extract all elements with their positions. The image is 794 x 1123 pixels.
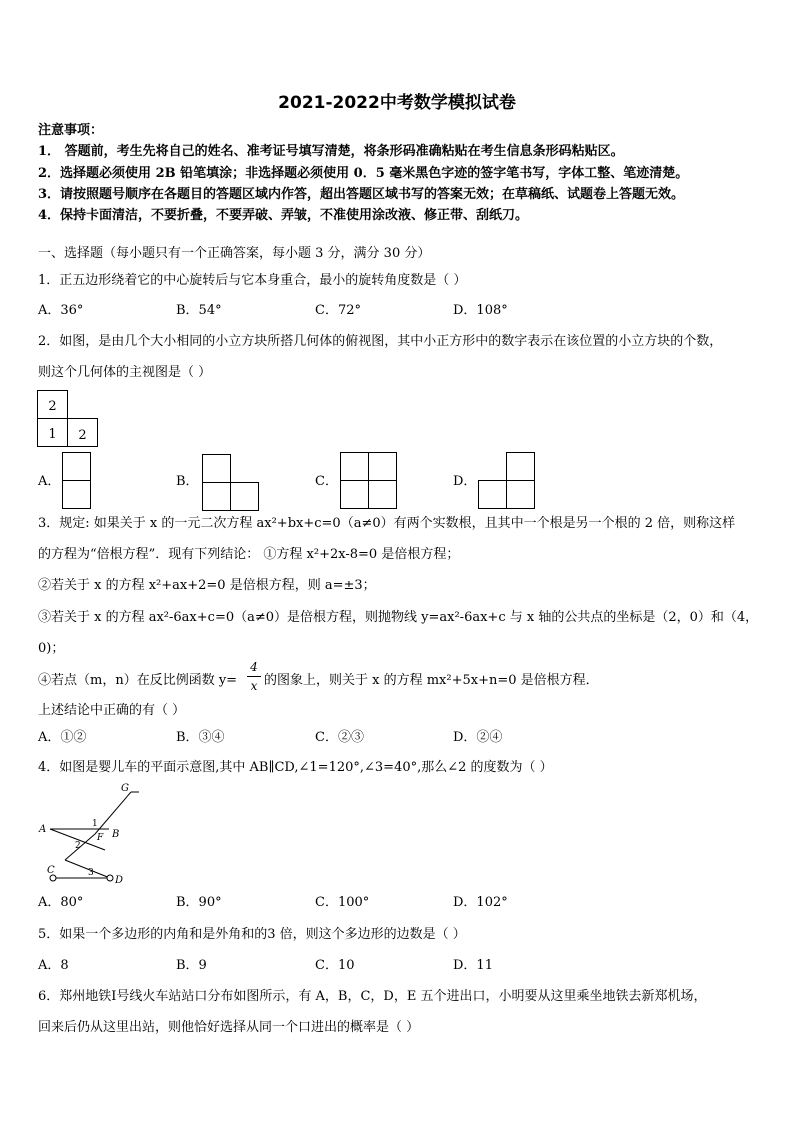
q6-line1: 6．郑州地铁Ⅰ号线火车站站口分布如图所示，有 A，B，C，D，E 五个进出口，小明要从这里乘坐地铁去新郑机场， (38, 989, 707, 1004)
q3-option-d: D．②④ (453, 730, 503, 745)
q1-option-b: B．54° (176, 303, 222, 318)
q6-line2: 回来后仍从这里出站，则他恰好选择从同一个口进出的概率是（ ） (38, 1020, 420, 1035)
q3-line1: 3．规定: 如果关于 x 的一元二次方程 ax²+bx+c=0（a≠0）有两个实数根，且其中一个根是另一个根的 2 倍，则称这样 (38, 516, 736, 531)
q2-top-view-figure (37, 390, 99, 448)
q3-line4: ③若关于 x 的方程 ax²-6ax+c=0（a≠0）是倍根方程，则抛物线 y=ax²-6ax+c 与 x 轴的公共点的坐标是（2，0）和（4， (38, 610, 759, 625)
notice-item-4: 4．保持卡面清洁，不要折叠，不要弄破、弄皱，不准使用涂改液、修正带、刮纸刀。 (38, 208, 529, 223)
q3-line6-pre: ④若点（m，n）在反比例函数 y= (38, 673, 238, 688)
label-a: A (39, 824, 47, 835)
label-angle-1: 1 (92, 819, 98, 829)
notice-item-2: 2．选择题必须使用 2B 铅笔填涂；非选择题必须使用 0．5 毫米黑色字迹的签字笔书写，字体工整、笔迹清楚。 (38, 166, 689, 181)
q2-option-c-figure (340, 452, 400, 510)
q4-option-d: D．102° (453, 895, 508, 910)
notice-heading: 注意事项： (38, 123, 104, 138)
q5-option-a: A．8 (38, 958, 69, 973)
q1-stem: 1．正五边形绕着它的中心旋转后与它本身重合，最小的旋转角度数是（ ） (38, 273, 467, 288)
q2-option-a: A． (38, 474, 61, 489)
page-title: 2021-2022中考数学模拟试卷 (278, 93, 516, 113)
q1-option-a: A．36° (38, 303, 84, 318)
q2-option-d: D． (453, 474, 477, 489)
notice-item-1: 1． 答题前，考生先将自己的姓名、准考证号填写清楚，将条形码准确粘贴在考生信息条形码粘贴区。 (38, 144, 624, 159)
q2-option-b-figure (202, 454, 262, 512)
label-angle-3: 3 (88, 868, 94, 878)
q3-line5: 0)； (38, 641, 65, 656)
fraction-denominator: x (250, 679, 258, 693)
fraction-bar (247, 676, 261, 677)
q4-option-c: C．100° (315, 895, 370, 910)
label-d: D (115, 875, 124, 886)
q3-line7: 上述结论中正确的有（ ） (38, 703, 186, 718)
notice-item-3: 3．请按照题号顺序在各题目的答题区域内作答，超出答题区域书写的答案无效；在草稿纸、试题卷上答题无效。 (38, 187, 685, 202)
label-b: B (112, 829, 120, 840)
q2-option-a-figure (62, 452, 92, 510)
q3-line2: 的方程为“倍根方程”．现有下列结论： ①方程 x²+2x-8=0 是倍根方程； (38, 547, 460, 562)
q2-option-b: B． (176, 474, 199, 489)
q1-option-c: C．72° (315, 303, 361, 318)
top-view-number: 1 (48, 427, 57, 442)
q5-option-d: D．11 (453, 958, 493, 973)
q2-option-c: C． (315, 474, 338, 489)
q2-stem-line1: 2．如图，是由几个大小相同的小立方块所搭几何体的俯视图，其中小正方形中的数字表示在该位置的小立方块的个数， (38, 334, 723, 349)
q5-stem: 5．如果一个多边形的内角和是外角和的3 倍，则这个多边形的边数是（ ） (38, 927, 466, 942)
q4-option-a: A．80° (38, 895, 84, 910)
q3-line6-post: 的图象上，则关于 x 的方程 mx²+5x+n=0 是倍根方程． (264, 673, 599, 688)
label-c: C (47, 865, 55, 876)
fraction-numerator: 4 (250, 660, 258, 674)
top-view-number: 2 (48, 399, 57, 414)
q5-option-c: C．10 (315, 958, 355, 973)
q3-option-b: B．③④ (176, 730, 225, 745)
q5-option-b: B．9 (176, 958, 207, 973)
section-heading: 一、选择题（每小题只有一个正确答案，每小题 3 分，满分 30 分） (38, 246, 431, 261)
label-g: G (121, 783, 129, 794)
top-view-number: 2 (78, 428, 87, 443)
label-angle-2: 2 (75, 841, 81, 851)
q2-option-d-figure (478, 452, 538, 510)
q4-option-b: B．90° (176, 895, 222, 910)
label-f: F (97, 833, 104, 843)
q2-stem-line2: 则这个几何体的主视图是（ ） (38, 365, 212, 380)
q3-line3: ②若关于 x 的方程 x²+ax+2=0 是倍根方程，则 a=±3； (38, 578, 376, 593)
q4-stroller-figure (35, 782, 150, 890)
q3-option-a: A．①② (38, 730, 87, 745)
q4-stem: 4．如图是婴儿车的平面示意图,其中 AB∥CD,∠1=120°,∠3=40°,那么∠2 的度数为（ ） (38, 760, 553, 775)
q1-option-d: D．108° (453, 303, 508, 318)
q3-option-c: C．②③ (315, 730, 364, 745)
